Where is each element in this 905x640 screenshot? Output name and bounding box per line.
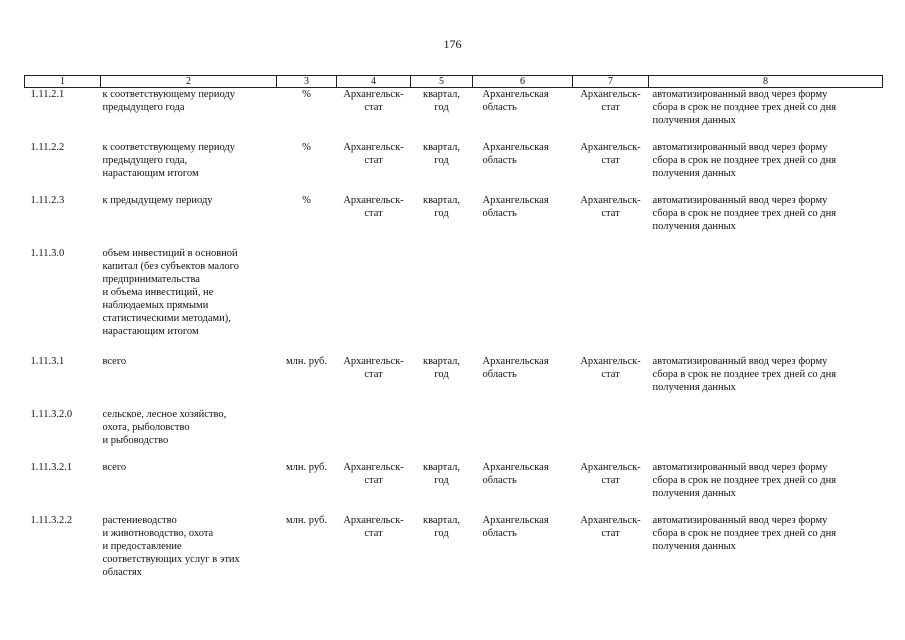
row-name: всего bbox=[102, 462, 127, 473]
row-responsible: Архангельск- стат bbox=[580, 89, 641, 113]
row-name: сельское, лесное хозяйство, охота, рыболовство и рыбоводство bbox=[102, 409, 227, 446]
header-col-4: 4 bbox=[337, 76, 411, 88]
header-col-7: 7 bbox=[573, 76, 649, 88]
row-territory: Архангельская область bbox=[482, 195, 549, 219]
row-period: квартал, год bbox=[422, 195, 461, 219]
row-method: автоматизированный ввод через форму сбора в срок не позднее трех дней со дня получения данных bbox=[652, 515, 837, 552]
row-unit: млн. руб. bbox=[286, 515, 327, 526]
header-col-2: 2 bbox=[101, 76, 277, 88]
header-col-6: 6 bbox=[473, 76, 573, 88]
row-method: автоматизированный ввод через форму сбора в срок не позднее трех дней со дня получения данных bbox=[652, 356, 837, 393]
row-source: Архангельск- стат bbox=[343, 462, 404, 486]
row-code: 1.11.3.0 bbox=[30, 248, 65, 259]
row-period: квартал, год bbox=[422, 142, 461, 166]
table-row bbox=[25, 141, 883, 194]
row-source: Архангельск- стат bbox=[343, 195, 404, 219]
row-responsible bbox=[573, 247, 649, 355]
row-method bbox=[649, 408, 883, 461]
row-source: Архангельск- стат bbox=[343, 515, 404, 539]
row-territory bbox=[473, 247, 573, 355]
header-col-3: 3 bbox=[277, 76, 337, 88]
row-name: к предыдущему периоду bbox=[102, 195, 213, 206]
row-responsible: Архангельск- стат bbox=[580, 356, 641, 380]
row-name: растениеводство и животноводство, охота и предоставление соответствующих услуг в этих областях bbox=[102, 515, 240, 578]
row-unit: млн. руб. bbox=[286, 462, 327, 473]
table-row bbox=[25, 247, 883, 355]
row-source bbox=[337, 247, 411, 355]
row-name: к соответствующему периоду предыдущего года, нарастающим итогом bbox=[102, 142, 236, 179]
row-code: 1.11.3.1 bbox=[30, 356, 65, 367]
row-period: квартал, год bbox=[422, 89, 461, 113]
row-territory: Архангельская область bbox=[482, 462, 549, 486]
table-row bbox=[25, 88, 883, 142]
row-code: 1.11.2.1 bbox=[30, 89, 65, 100]
row-code: 1.11.2.2 bbox=[30, 142, 65, 153]
row-unit: % bbox=[302, 89, 311, 100]
row-period: квартал, год bbox=[422, 515, 461, 539]
row-period bbox=[411, 408, 473, 461]
page-number: 176 bbox=[443, 37, 462, 51]
table-header-row bbox=[25, 76, 883, 88]
row-unit: % bbox=[302, 142, 311, 153]
row-period: квартал, год bbox=[422, 356, 461, 380]
row-name: объем инвестиций в основной капитал (без субъектов малого предпринимательства и объема инвестиций, не наблюдаемых прямыми статистическими методами), нарастающим итогом bbox=[102, 248, 239, 337]
row-period: квартал, год bbox=[422, 462, 461, 486]
row-source: Архангельск- стат bbox=[343, 142, 404, 166]
row-territory: Архангельская область bbox=[482, 142, 549, 166]
row-responsible: Архангельск- стат bbox=[580, 142, 641, 166]
row-territory bbox=[473, 408, 573, 461]
row-name: к соответствующему периоду предыдущего года bbox=[102, 89, 236, 113]
row-unit bbox=[277, 408, 337, 461]
row-responsible: Архангельск- стат bbox=[580, 515, 641, 539]
row-code: 1.11.3.2.1 bbox=[30, 462, 73, 473]
row-code: 1.11.3.2.0 bbox=[30, 409, 73, 420]
table-row bbox=[25, 355, 883, 408]
row-method: автоматизированный ввод через форму сбора в срок не позднее трех дней со дня получения данных bbox=[652, 89, 837, 126]
row-source: Архангельск- стат bbox=[343, 89, 404, 113]
table-row bbox=[25, 514, 883, 579]
row-method: автоматизированный ввод через форму сбора в срок не позднее трех дней со дня получения данных bbox=[652, 462, 837, 499]
row-responsible bbox=[573, 408, 649, 461]
indicator-table bbox=[24, 75, 883, 579]
row-responsible: Архангельск- стат bbox=[580, 462, 641, 486]
table-row bbox=[25, 461, 883, 514]
row-method: автоматизированный ввод через форму сбора в срок не позднее трех дней со дня получения данных bbox=[652, 142, 837, 179]
row-period bbox=[411, 247, 473, 355]
header-col-5: 5 bbox=[411, 76, 473, 88]
row-territory: Архангельская область bbox=[482, 89, 549, 113]
row-code: 1.11.2.3 bbox=[30, 195, 65, 206]
table-row bbox=[25, 408, 883, 461]
row-method: автоматизированный ввод через форму сбора в срок не позднее трех дней со дня получения данных bbox=[652, 195, 837, 232]
row-territory: Архангельская область bbox=[482, 515, 549, 539]
table-row bbox=[25, 194, 883, 247]
row-unit bbox=[277, 247, 337, 355]
row-method bbox=[649, 247, 883, 355]
row-source: Архангельск- стат bbox=[343, 356, 404, 380]
row-unit: % bbox=[302, 195, 311, 206]
row-source bbox=[337, 408, 411, 461]
row-name: всего bbox=[102, 356, 127, 367]
row-unit: млн. руб. bbox=[286, 356, 327, 367]
row-code: 1.11.3.2.2 bbox=[30, 515, 73, 526]
header-col-8: 8 bbox=[649, 76, 883, 88]
header-col-1: 1 bbox=[25, 76, 101, 88]
row-territory: Архангельская область bbox=[482, 356, 549, 380]
row-responsible: Архангельск- стат bbox=[580, 195, 641, 219]
